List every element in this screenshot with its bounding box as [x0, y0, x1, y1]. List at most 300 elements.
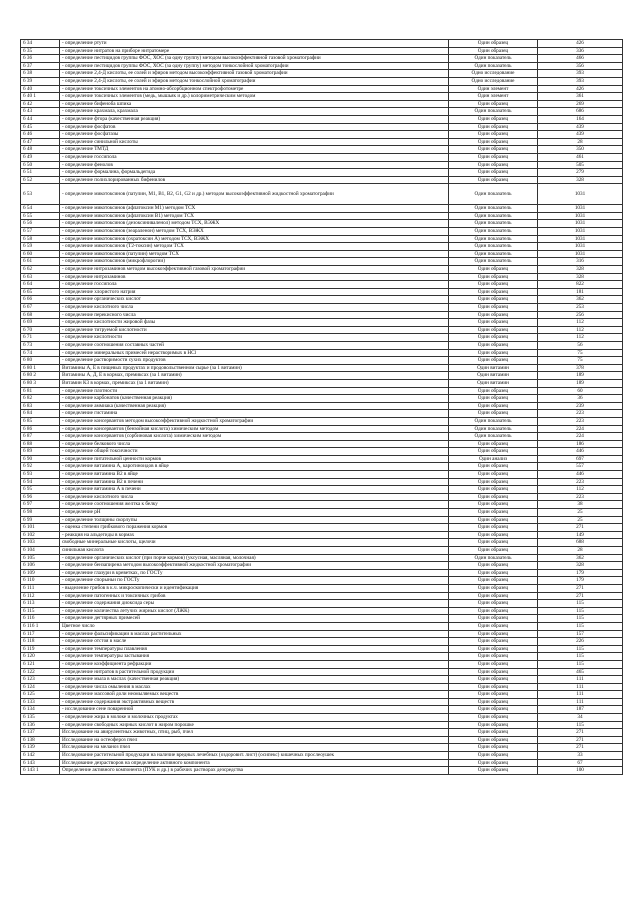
service-name-cell: - определение госсипола: [60, 281, 449, 289]
table-row: [21, 138, 623, 146]
unit-cell: Один образец: [449, 341, 538, 349]
price-cell: 115: [538, 721, 623, 729]
row-number-cell: 6 96: [21, 493, 60, 501]
price-cell: 28: [538, 138, 623, 146]
unit-cell: Один образец: [449, 645, 538, 653]
price-cell: 60: [538, 387, 623, 395]
row-number-cell: 6 103: [21, 539, 60, 547]
price-cell: 361: [538, 93, 623, 101]
price-cell: 439: [538, 123, 623, 131]
price-cell: 426: [538, 40, 623, 48]
service-name-cell: Витамин К3 в кормах, премиксах (за 1 витамин): [60, 379, 449, 387]
service-name-cell: - определение микотоксинов (патулин) методом ТСХ: [60, 250, 449, 258]
service-name-cell: - определение органических кислот (при порче кормов) (уксусная, масляная, молочная): [60, 554, 449, 562]
price-cell: 686: [538, 108, 623, 116]
service-name-cell: свободные минеральные кислоты, щелочи: [60, 539, 449, 547]
table-row: [21, 691, 623, 699]
unit-cell: Один образец: [449, 131, 538, 139]
row-number-cell: 6 45: [21, 123, 60, 131]
unit-cell: Один анализ: [449, 455, 538, 463]
unit-cell: Один образец: [449, 547, 538, 555]
table-row: [21, 70, 623, 78]
row-number-cell: 6 71: [21, 334, 60, 342]
table-row: [21, 501, 623, 509]
price-cell: 75: [538, 357, 623, 365]
table-row: [21, 524, 623, 532]
row-number-cell: 6 124: [21, 683, 60, 691]
row-number-cell: 6 92: [21, 463, 60, 471]
unit-cell: Один образец: [449, 729, 538, 737]
service-name-cell: - определение ртути: [60, 40, 449, 48]
price-cell: 271: [538, 584, 623, 592]
row-number-cell: 6 115: [21, 607, 60, 615]
price-cell: 1031: [538, 250, 623, 258]
table-row: [21, 516, 623, 524]
table-row: [21, 584, 623, 592]
row-number-cell: 6 97: [21, 501, 60, 509]
table-row: [21, 493, 623, 501]
row-number-cell: 6 60: [21, 250, 60, 258]
price-cell: 356: [538, 62, 623, 70]
unit-cell: Одно исследование: [449, 70, 538, 78]
unit-cell: Один образец: [449, 410, 538, 418]
price-cell: 223: [538, 493, 623, 501]
unit-cell: Один образец: [449, 638, 538, 646]
unit-cell: Один образец: [449, 577, 538, 585]
row-number-cell: 6 104: [21, 547, 60, 555]
table-row: [21, 47, 623, 55]
table-row: [21, 615, 623, 623]
row-number-cell: 6 74: [21, 349, 60, 357]
price-cell: 112: [538, 319, 623, 327]
row-number-cell: 6 48: [21, 146, 60, 154]
service-name-cell: - определение коэффициента рефракции: [60, 660, 449, 668]
price-cell: 688: [538, 539, 623, 547]
unit-cell: Один образец: [449, 714, 538, 722]
service-name-cell: - определение токсичных элементов на атомно-абсорбционном спектрофотометре: [60, 85, 449, 93]
price-cell: 187: [538, 706, 623, 714]
unit-cell: Один показатель: [449, 417, 538, 425]
unit-cell: Один образец: [449, 273, 538, 281]
price-cell: 149: [538, 531, 623, 539]
unit-cell: Один образец: [449, 146, 538, 154]
service-name-cell: - определение органических кислот: [60, 296, 449, 304]
service-name-cell: - определение перекисного числа: [60, 311, 449, 319]
table-row: [21, 638, 623, 646]
price-cell: 271: [538, 592, 623, 600]
service-name-cell: - определение содержания диоксида серы: [60, 600, 449, 608]
service-name-cell: - определение содержания экстрактивных веществ: [60, 698, 449, 706]
service-name-cell: - определение мыла в маслах (качественная реакция): [60, 676, 449, 684]
table-row: [21, 296, 623, 304]
row-number-cell: 6 134: [21, 706, 60, 714]
table-row: [21, 433, 623, 441]
table-row: [21, 653, 623, 661]
row-number-cell: 6 52: [21, 176, 60, 184]
unit-cell: Один образец: [449, 176, 538, 184]
table-row: [21, 220, 623, 228]
unit-cell: Один образец: [449, 767, 538, 775]
service-name-cell: - определение свободных жирных кислот в жиром порошке: [60, 721, 449, 729]
table-row: [21, 258, 623, 266]
row-number-cell: 6 55: [21, 212, 60, 220]
service-name-cell: Исследование растительной продукции на наличие вредных лечебных (оздоровит. лист) (осипекс) кишечных прослеоушек: [60, 752, 449, 760]
table-row: [21, 288, 623, 296]
table-row: [21, 410, 623, 418]
service-name-cell: - реакция на альдегиды в кормах: [60, 531, 449, 539]
price-cell: 100: [538, 767, 623, 775]
unit-cell: Один образец: [449, 683, 538, 691]
price-cell: 189: [538, 379, 623, 387]
row-number-cell: 6 51: [21, 169, 60, 177]
unit-cell: Один показатель: [449, 108, 538, 116]
row-number-cell: 6 73: [21, 341, 60, 349]
table-row: [21, 767, 623, 775]
service-name-cell: - определение микотоксинов (зеараленон) методом ТСХ, ВЭЖХ: [60, 228, 449, 236]
service-name-cell: Исследование на меланоз пчел: [60, 744, 449, 752]
price-cell: 36: [538, 395, 623, 403]
unit-cell: Один образец: [449, 615, 538, 623]
service-name-cell: Витамины А, Е в пищевых продуктах и продовольственном сырье (за 1 витамин): [60, 364, 449, 372]
table-row: [21, 478, 623, 486]
price-cell: 38: [538, 501, 623, 509]
table-row: [21, 153, 623, 161]
table-row: [21, 212, 623, 220]
table-row: [21, 108, 623, 116]
service-name-cell: - определение нитрозаминов: [60, 273, 449, 281]
service-name-cell: - определение кислотности: [60, 334, 449, 342]
service-name-cell: - определение микотоксинов (патулин, М1, В1, В2, G1, G2 и др.) методом высокоэффективной жидкостной хроматографии: [60, 184, 449, 205]
row-number-cell: 6 43: [21, 108, 60, 116]
table-row: [21, 228, 623, 236]
table-row: [21, 630, 623, 638]
table-row: [21, 161, 623, 169]
price-cell: 446: [538, 471, 623, 479]
unit-cell: Один образец: [449, 357, 538, 365]
service-name-cell: - определение формалина, формальдегида: [60, 169, 449, 177]
service-name-cell: - определение фенолов: [60, 161, 449, 169]
table-row: [21, 729, 623, 737]
price-cell: 115: [538, 600, 623, 608]
price-cell: 75: [538, 349, 623, 357]
service-name-cell: - определение жира в молоке и молочных продуктах: [60, 714, 449, 722]
table-row: [21, 266, 623, 274]
unit-cell: Один образец: [449, 311, 538, 319]
unit-cell: Один показатель: [449, 258, 538, 266]
row-number-cell: 6 106: [21, 562, 60, 570]
row-number-cell: 6 142: [21, 752, 60, 760]
service-name-cell: - определение патогенных и токсичных грибов: [60, 592, 449, 600]
service-name-cell: - определение кислотности жировой фазы: [60, 319, 449, 327]
row-number-cell: 6 37: [21, 62, 60, 70]
table-row: [21, 569, 623, 577]
row-number-cell: 6 113: [21, 600, 60, 608]
table-row: [21, 40, 623, 48]
price-cell: 179: [538, 569, 623, 577]
unit-cell: Один показатель: [449, 62, 538, 70]
price-cell: 362: [538, 554, 623, 562]
service-name-cell: - определение питательной ценности кормов: [60, 455, 449, 463]
price-cell: 223: [538, 417, 623, 425]
unit-cell: Один образец: [449, 153, 538, 161]
unit-cell: Один образец: [449, 584, 538, 592]
price-cell: 336: [538, 47, 623, 55]
row-number-cell: 6 80 1: [21, 364, 60, 372]
unit-cell: Один образец: [449, 744, 538, 752]
service-name-cell: - оценка степени грибкового поражения кормов: [60, 524, 449, 532]
unit-cell: Один образец: [449, 387, 538, 395]
table-row: [21, 417, 623, 425]
price-cell: 393: [538, 77, 623, 85]
row-number-cell: 6 93: [21, 471, 60, 479]
service-name-cell: - определение витамина А, каротиноидов в яйце: [60, 463, 449, 471]
row-number-cell: 6 53: [21, 184, 60, 205]
unit-cell: Один образец: [449, 169, 538, 177]
row-number-cell: 6 42: [21, 100, 60, 108]
row-number-cell: 6 88: [21, 440, 60, 448]
table-row: [21, 562, 623, 570]
table-row: [21, 509, 623, 517]
service-name-cell: - определение общей токсичности: [60, 448, 449, 456]
price-cell: 239: [538, 402, 623, 410]
service-name-cell: - определение витамина В2 в печени: [60, 478, 449, 486]
price-cell: 350: [538, 146, 623, 154]
service-name-cell: - определение фосфатов: [60, 123, 449, 131]
table-row: [21, 698, 623, 706]
price-cell: 226: [538, 638, 623, 646]
service-name-cell: - определение соотношения желтка к белку: [60, 501, 449, 509]
price-cell: 465: [538, 668, 623, 676]
unit-cell: Один образец: [449, 266, 538, 274]
table-row: [21, 115, 623, 123]
row-number-cell: 6 116 1: [21, 622, 60, 630]
row-number-cell: 6 143: [21, 759, 60, 767]
price-cell: 328: [538, 273, 623, 281]
row-number-cell: 6 82: [21, 395, 60, 403]
unit-cell: Один элемент: [449, 85, 538, 93]
table-row: [21, 645, 623, 653]
table-row: [21, 592, 623, 600]
row-number-cell: 6 46: [21, 131, 60, 139]
row-number-cell: 6 34: [21, 40, 60, 48]
row-number-cell: 6 61: [21, 258, 60, 266]
price-cell: 223: [538, 478, 623, 486]
price-cell: 328: [538, 562, 623, 570]
service-name-cell: - определение микотоксинов (охратоксин А) методом ТСХ, ВЭЖХ: [60, 235, 449, 243]
price-cell: 446: [538, 448, 623, 456]
unit-cell: Один образец: [449, 501, 538, 509]
price-cell: 1031: [538, 220, 623, 228]
service-name-cell: - определение белкового числа: [60, 440, 449, 448]
table-row: [21, 440, 623, 448]
row-number-cell: 6 44: [21, 115, 60, 123]
unit-cell: Один образец: [449, 736, 538, 744]
unit-cell: Один образец: [449, 509, 538, 517]
service-name-cell: - определение крахмала, крахмала: [60, 108, 449, 116]
table-row: [21, 759, 623, 767]
service-name-cell: - определение спорыньи по ГОСТу: [60, 577, 449, 585]
price-cell: 253: [538, 304, 623, 312]
service-name-cell: - определение массовой доли неомыляемых веществ: [60, 691, 449, 699]
service-name-cell: - определение плотности: [60, 387, 449, 395]
table-row: [21, 77, 623, 85]
unit-cell: Один образец: [449, 759, 538, 767]
price-cell: 111: [538, 698, 623, 706]
price-cell: 1031: [538, 184, 623, 205]
row-number-cell: 6 80 3: [21, 379, 60, 387]
table-row: [21, 357, 623, 365]
table-row: [21, 676, 623, 684]
row-number-cell: 6 138: [21, 736, 60, 744]
table-row: [21, 123, 623, 131]
unit-cell: Один образец: [449, 569, 538, 577]
unit-cell: Один образец: [449, 607, 538, 615]
row-number-cell: 6 66: [21, 296, 60, 304]
row-number-cell: 6 143 1: [21, 767, 60, 775]
unit-cell: Один образец: [449, 691, 538, 699]
price-cell: 112: [538, 334, 623, 342]
table-row: [21, 714, 623, 722]
price-cell: 328: [538, 176, 623, 184]
table-row: [21, 539, 623, 547]
row-number-cell: 6 137: [21, 729, 60, 737]
unit-cell: Один показатель: [449, 250, 538, 258]
unit-cell: Один витамин: [449, 372, 538, 380]
row-number-cell: 6 59: [21, 243, 60, 251]
service-name-cell: - определение токсичных элементов (медь, мышьяк и др.) колориметрическим методом: [60, 93, 449, 101]
row-number-cell: 6 84: [21, 410, 60, 418]
row-number-cell: 6 105: [21, 554, 60, 562]
unit-cell: Один образец: [449, 463, 538, 471]
table-row: [21, 736, 623, 744]
service-name-cell: - определение кислотного числа: [60, 304, 449, 312]
service-name-cell: синильная кислота: [60, 547, 449, 555]
table-row: [21, 486, 623, 494]
unit-cell: Один образец: [449, 319, 538, 327]
row-number-cell: 6 135: [21, 714, 60, 722]
unit-cell: Один показатель: [449, 55, 538, 63]
service-name-cell: - определение микотоксинов (микрофлорогии): [60, 258, 449, 266]
row-number-cell: 6 56: [21, 220, 60, 228]
row-number-cell: 6 49: [21, 153, 60, 161]
price-cell: 111: [538, 691, 623, 699]
row-number-cell: 6 99: [21, 516, 60, 524]
unit-cell: Один образец: [449, 516, 538, 524]
row-number-cell: 6 65: [21, 288, 60, 296]
service-name-cell: - определение числа омыления в маслах: [60, 683, 449, 691]
unit-cell: Один образец: [449, 668, 538, 676]
unit-cell: Один образец: [449, 281, 538, 289]
unit-cell: Один образец: [449, 100, 538, 108]
unit-cell: Один показатель: [449, 184, 538, 205]
unit-cell: Один образец: [449, 478, 538, 486]
unit-cell: Один образец: [449, 592, 538, 600]
service-name-cell: - определение глазури в креветках, по ГОСТу: [60, 569, 449, 577]
unit-cell: Один показатель: [449, 235, 538, 243]
service-name-cell: - определение дегтярных примесей: [60, 615, 449, 623]
table-row: [21, 349, 623, 357]
unit-cell: Один витамин: [449, 364, 538, 372]
unit-cell: Один образец: [449, 676, 538, 684]
row-number-cell: 6 136: [21, 721, 60, 729]
row-number-cell: 6 63: [21, 273, 60, 281]
unit-cell: Один показатель: [449, 243, 538, 251]
service-name-cell: Определение активного компонента (ПУК и др.) в рабочих растворах дезсредства: [60, 767, 449, 775]
unit-cell: Один образец: [449, 288, 538, 296]
price-cell: 25: [538, 509, 623, 517]
table-row: [21, 455, 623, 463]
table-row: [21, 752, 623, 760]
row-number-cell: 6 80: [21, 357, 60, 365]
table-row: [21, 62, 623, 70]
service-name-cell: - определение полихлорированных бифенилов: [60, 176, 449, 184]
service-name-cell: - определение титруемой кислотности: [60, 326, 449, 334]
table-row: [21, 577, 623, 585]
row-number-cell: 6 119: [21, 645, 60, 653]
table-row: [21, 235, 623, 243]
service-name-cell: - выделение грибов в к.ч. микроскопически и идентификация: [60, 584, 449, 592]
price-cell: 157: [538, 630, 623, 638]
table-row: [21, 683, 623, 691]
table-row: [21, 55, 623, 63]
services-price-table: [20, 39, 623, 775]
row-number-cell: 6 89: [21, 448, 60, 456]
table-row: [21, 250, 623, 258]
service-name-cell: - определение нитрозаминов методом высокоэффективной газовой хроматографии: [60, 266, 449, 274]
table-row: [21, 471, 623, 479]
row-number-cell: 6 118: [21, 638, 60, 646]
table-row: [21, 547, 623, 555]
service-name-cell: - определение карбонатов (качественная реакция): [60, 395, 449, 403]
service-name-cell: - определение бифеноба шпика: [60, 100, 449, 108]
price-cell: 557: [538, 463, 623, 471]
table-row: [21, 100, 623, 108]
price-cell: 164: [538, 115, 623, 123]
price-cell: 1031: [538, 205, 623, 213]
table-row: [21, 93, 623, 101]
unit-cell: Один образец: [449, 304, 538, 312]
unit-cell: Один показатель: [449, 433, 538, 441]
service-name-cell: - определение пестицидов группы ФОС, ХОС (за одну группу) методом высокоэффективной газовой хроматографии: [60, 55, 449, 63]
row-number-cell: 6 87: [21, 433, 60, 441]
unit-cell: Один образец: [449, 138, 538, 146]
unit-cell: Один образец: [449, 698, 538, 706]
service-name-cell: - определение микотоксинов (Т2-токсин) методом ТСХ: [60, 243, 449, 251]
service-name-cell: - определение консервантов (сорбиновая кислота) химическим методом: [60, 433, 449, 441]
table-row: [21, 721, 623, 729]
unit-cell: Один образец: [449, 47, 538, 55]
row-number-cell: 6 69: [21, 319, 60, 327]
table-row: [21, 304, 623, 312]
service-name-cell: - определение соотношения составных частей: [60, 341, 449, 349]
unit-cell: Один образец: [449, 630, 538, 638]
unit-cell: Один образец: [449, 493, 538, 501]
unit-cell: Один образец: [449, 622, 538, 630]
table-row: [21, 379, 623, 387]
unit-cell: Один образец: [449, 721, 538, 729]
service-name-cell: - определение кислотного числа: [60, 493, 449, 501]
price-cell: 115: [538, 615, 623, 623]
row-number-cell: 6 112: [21, 592, 60, 600]
table-row: [21, 273, 623, 281]
unit-cell: Один показатель: [449, 228, 538, 236]
row-number-cell: 6 36: [21, 55, 60, 63]
table-row: [21, 531, 623, 539]
service-name-cell: - определение витамина В2 в яйце: [60, 471, 449, 479]
unit-cell: Один образец: [449, 40, 538, 48]
price-cell: 111: [538, 683, 623, 691]
table-row: [21, 706, 623, 714]
